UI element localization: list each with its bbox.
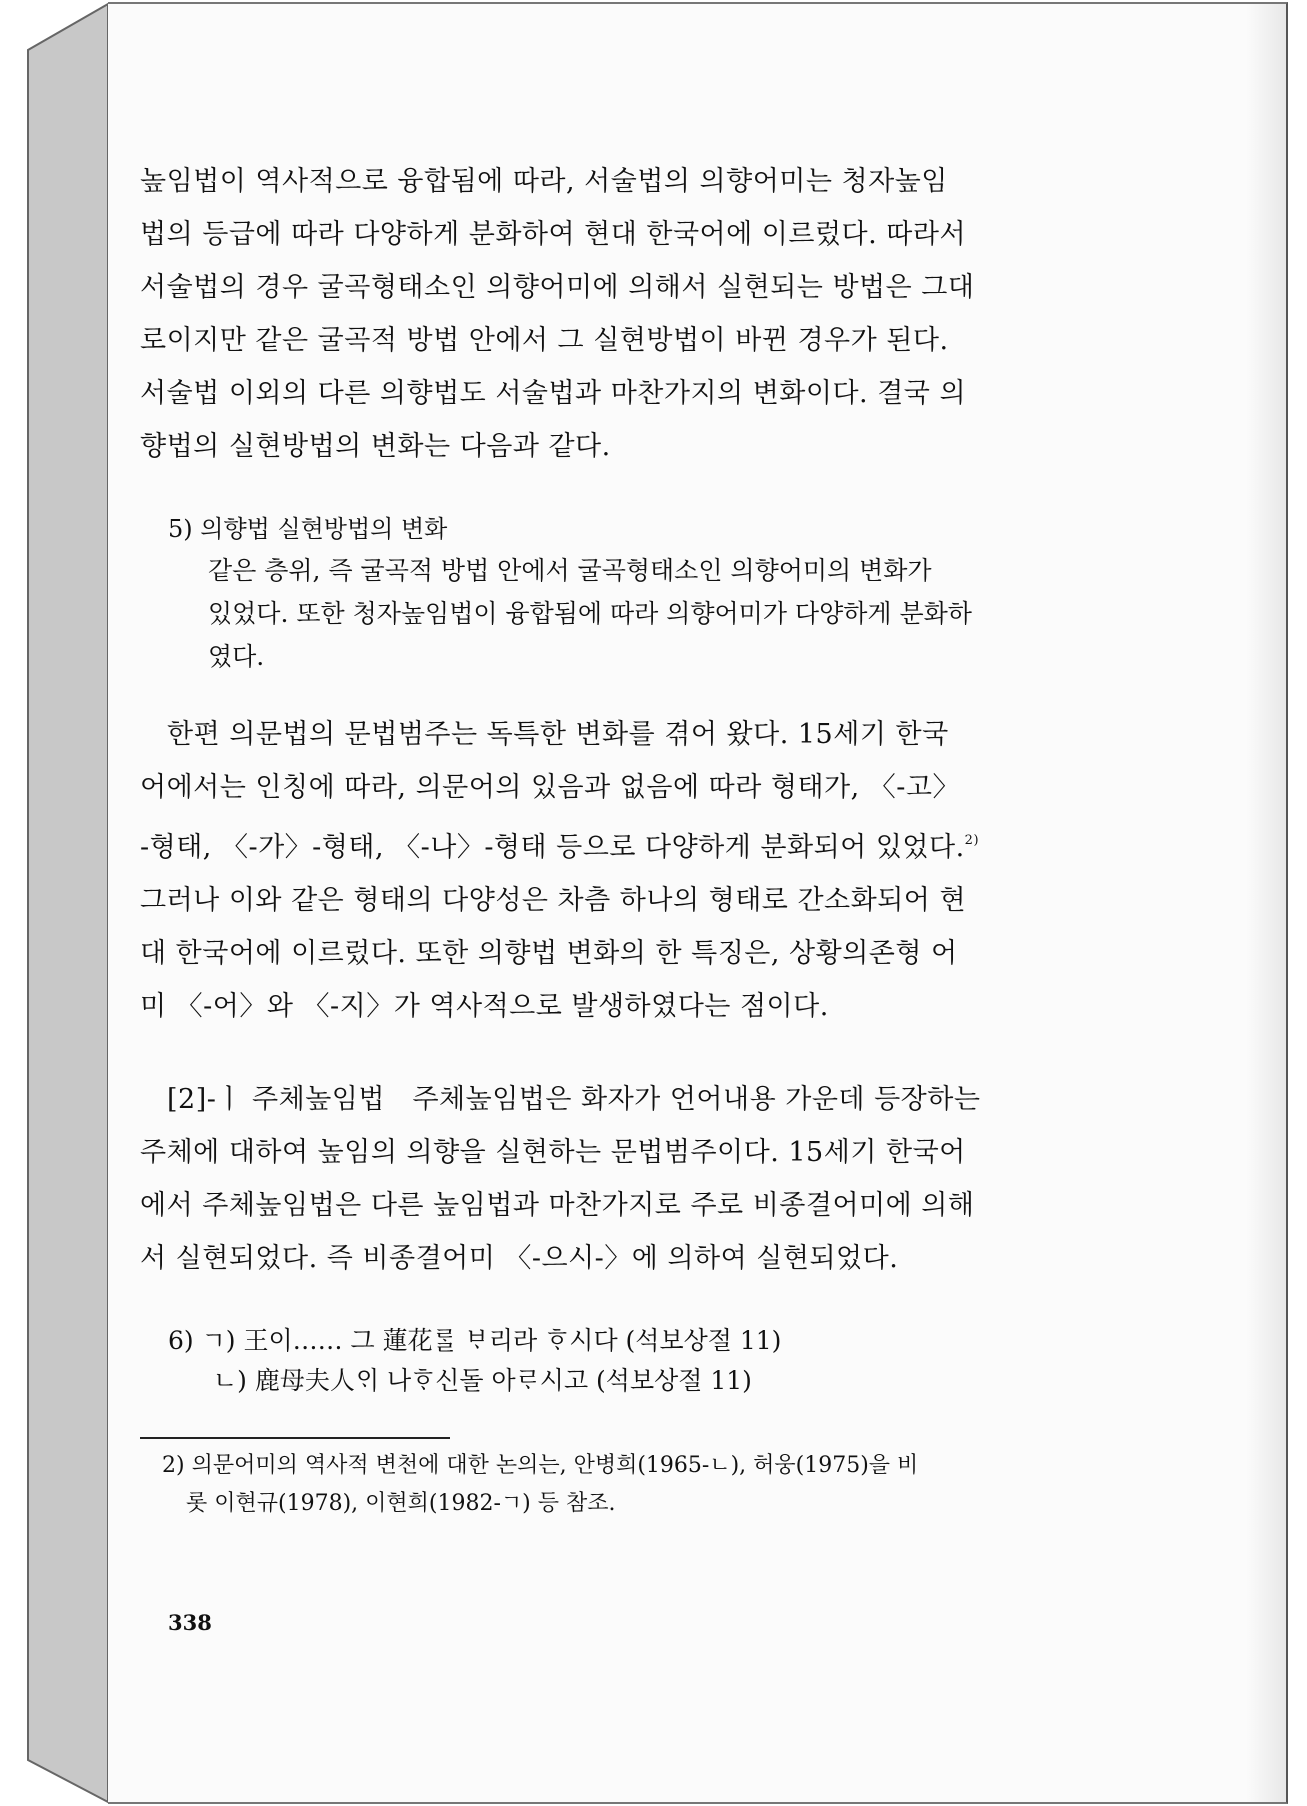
paragraph-line: 서술법의 경우 굴곡형태소인 의향어미에 의해서 실현되는 방법은 그대 [140, 272, 975, 303]
item-5-line: 같은 층위, 즉 굴곡적 방법 안에서 굴곡형태소인 의향어미의 변화가 [208, 556, 932, 585]
example-6-line-a: 6) ㄱ) 王이…… 그 蓮花ᄅᆞᆯ ᄇᆞ리라 ᄒᆞ시다 (석보상절 11) [168, 1326, 782, 1355]
paragraph-line: 대 한국어에 이르렀다. 또한 의향법 변화의 한 특징은, 상황의존형 어 [140, 938, 958, 969]
paragraph-line: 한편 의문법의 문법범주는 독특한 변화를 겪어 왔다. 15세기 한국 [167, 719, 949, 750]
paragraph-line [140, 814, 1060, 874]
paragraph-1 [140, 155, 1060, 473]
page-number: 338 [168, 1610, 212, 1635]
item-5-line: 있었다. 또한 청자높임법이 융합됨에 따라 의향어미가 다양하게 분화하 [208, 599, 972, 628]
footnote-marker: 2) [964, 833, 980, 848]
example-6-line-b: ㄴ) 鹿母夫人ᄋᆡ 나ᄒᆞ신돌 아ᄅᆞ시고 (석보상절 11) [213, 1366, 752, 1395]
footnote-line: 2) 의문어미의 역사적 변천에 대한 논의는, 안병희(1965-ㄴ), 허웅(1975)을 비 [162, 1453, 919, 1478]
paragraph-line: 법의 등급에 따라 다양하게 분화하여 현대 한국어에 이르렀다. 따라서 [140, 219, 967, 250]
paragraph-line: 향법의 실현방법의 변화는 다음과 같다. [140, 431, 611, 462]
paragraph-line: 그러나 이와 같은 형태의 다양성은 차츰 하나의 형태로 간소화되어 현 [140, 885, 967, 916]
page-content [140, 155, 1060, 1523]
paragraph-line: 서술법 이외의 다른 의향법도 서술법과 마찬가지의 변화이다. 결국 의 [140, 378, 967, 409]
footnote-line: 롯 이현규(1978), 이현희(1982-ㄱ) 등 참조. [186, 1491, 616, 1516]
paragraph-line: 어에서는 인칭에 따라, 의문어의 있음과 없음에 따라 형태가, 〈-고〉 [140, 772, 960, 803]
paragraph-line: 미 〈-어〉와 〈-지〉가 역사적으로 발생하였다는 점이다. [140, 991, 829, 1022]
item-5-heading: 5) 의향법 실현방법의 변화 [168, 515, 448, 543]
section-heading-line: [2]-ㅣ 주체높임법 주체높임법은 화자가 언어내용 가운데 등장하는 [167, 1084, 981, 1115]
paragraph-line: 로이지만 같은 굴곡적 방법 안에서 그 실현방법이 바뀐 경우가 된다. [140, 325, 949, 356]
paragraph-3 [140, 1073, 1060, 1285]
paragraph-line: 높임법이 역사적으로 융합됨에 따라, 서술법의 의향어미는 청자높임 [140, 166, 948, 197]
paragraph-line: 주체에 대하여 높임의 의향을 실현하는 문법범주이다. 15세기 한국어 [140, 1137, 966, 1168]
paragraph-line: 서 실현되었다. 즉 비종결어미 〈-으시-〉에 의하여 실현되었다. [140, 1243, 899, 1274]
item-5-line: 였다. [208, 642, 265, 671]
example-6-block [168, 1321, 1060, 1401]
page-edge-shade [1246, 4, 1286, 1802]
item-5-block [168, 509, 1060, 678]
footnote-section [140, 1437, 1060, 1523]
footnote-divider [140, 1437, 450, 1439]
paragraph-line: 에서 주체높임법은 다른 높임법과 마찬가지로 주로 비종결어미에 의해 [140, 1190, 975, 1221]
paragraph-line-text: -형태, 〈-가〉-형태, 〈-나〉-형태 등으로 다양하게 분화되어 있었다. [140, 832, 965, 863]
footnote-2 [162, 1447, 1060, 1523]
paragraph-2 [140, 708, 1060, 1033]
